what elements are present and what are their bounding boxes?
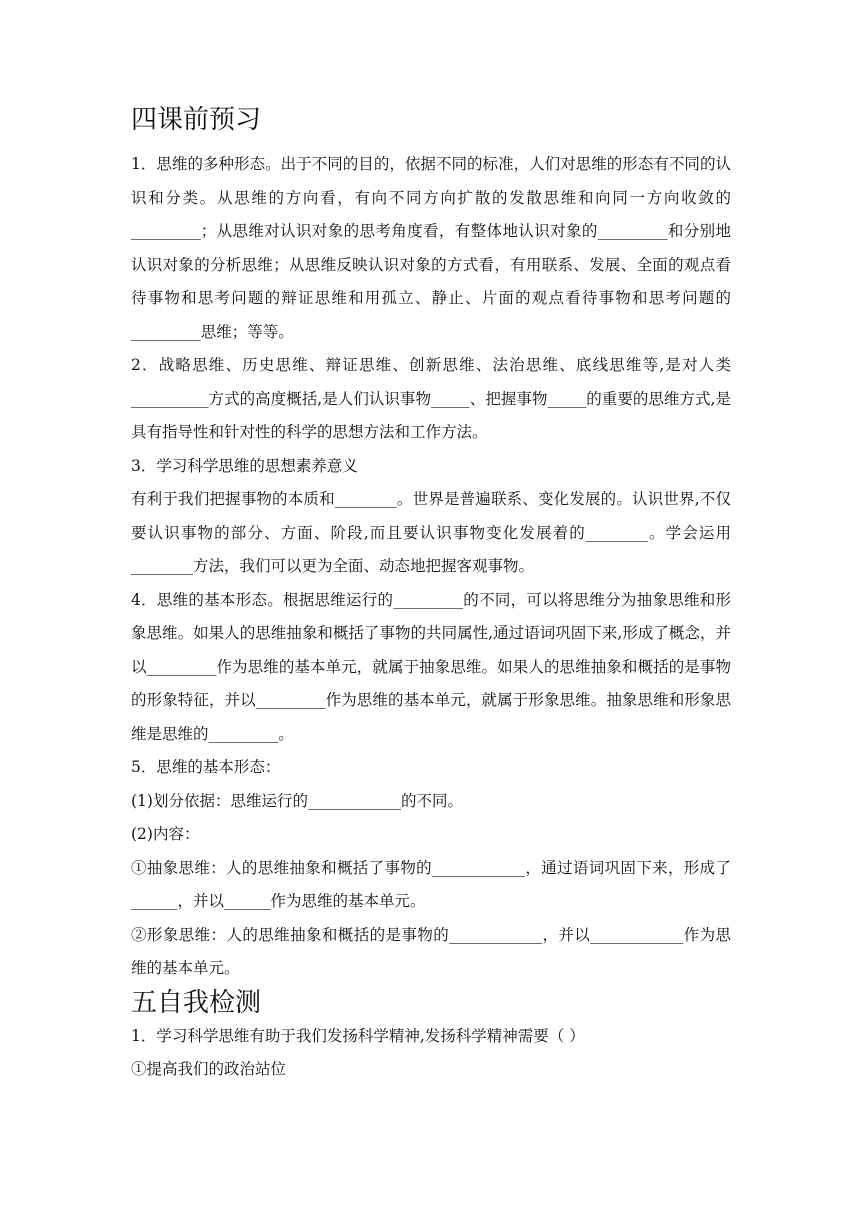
question-3-paragraph: 有利于我们把握事物的本质和________。世界是普遍联系、变化发展的。认识世界,不仅要认识事物的部分、方面、阶段,而且要认识事物变化发展着的________。学会运用________方法，我们可以更为全面、动态地把握客观事物。 bbox=[131, 490, 731, 575]
self-test-question-1: 1．学习科学思维有助于我们发扬科学精神,发扬科学精神需要（ ） bbox=[131, 1026, 585, 1045]
question-5-heading: 5．思维的基本形态： bbox=[131, 758, 281, 776]
question-2-paragraph: 2．战略思维、历史思维、辩证思维、创新思维、法治思维、底线思维等,是对人类__________方式的高度概括,是人们认识事物_____、把握事物_____的重要的思维方式,是具有指导性和针对性的科学的思想方法和工作方法。 bbox=[131, 356, 731, 441]
image-thinking-paragraph: ②形象思维：人的思维抽象和概括的是事物的____________，并以____________作为思维的基本单元。 bbox=[131, 925, 731, 977]
abstract-thinking-paragraph: ①抽象思维：人的思维抽象和概括了事物的____________，通过语词巩固下来，形成了______，并以______作为思维的基本单元。 bbox=[131, 858, 731, 910]
document-content bbox=[131, 98, 731, 1087]
question-4-paragraph: 4．思维的基本形态。根据思维运行的_________的不同，可以将思维分为抽象思维和形象思维。如果人的思维抽象和概括了事物的共同属性,通过语词巩固下来,形成了概念，并以_________作为思维的基本单元，就属于抽象思维。如果人的思维抽象和概括的是事物的形象特征，并以_________作为思维的基本单元，就属于形象思维。抽象思维和形象思维是思维的_________。 bbox=[131, 590, 731, 743]
question-5-item-2: (2)内容： bbox=[131, 825, 200, 843]
self-test-option-1: ①提高我们的政治站位 bbox=[131, 1060, 287, 1078]
section-4-title: 四课前预习 bbox=[131, 105, 262, 135]
question-1-paragraph: 1．思维的多种形态。出于不同的目的，依据不同的标准，人们对思维的形态有不同的认识和分类。从思维的方向看，有向不同方向扩散的发散思维和向同一方向收敛的_________；从思维对认识对象的思考角度看，有整体地认识对象的_________和分别地认识对象的分析思维；从思维反映认识对象的方式看，有用联系、发展、全面的观点看待事物和思考问题的辩证思维和用孤立、静止、片面的观点看待事物和思考问题的_________思维；等等。 bbox=[131, 155, 731, 341]
question-3-heading: 3．学习科学思维的思想素养意义 bbox=[131, 456, 358, 475]
section-5-title: 五自我检测 bbox=[131, 987, 262, 1018]
question-5-item-1: (1)划分依据：思维运行的____________的不同。 bbox=[131, 791, 463, 810]
